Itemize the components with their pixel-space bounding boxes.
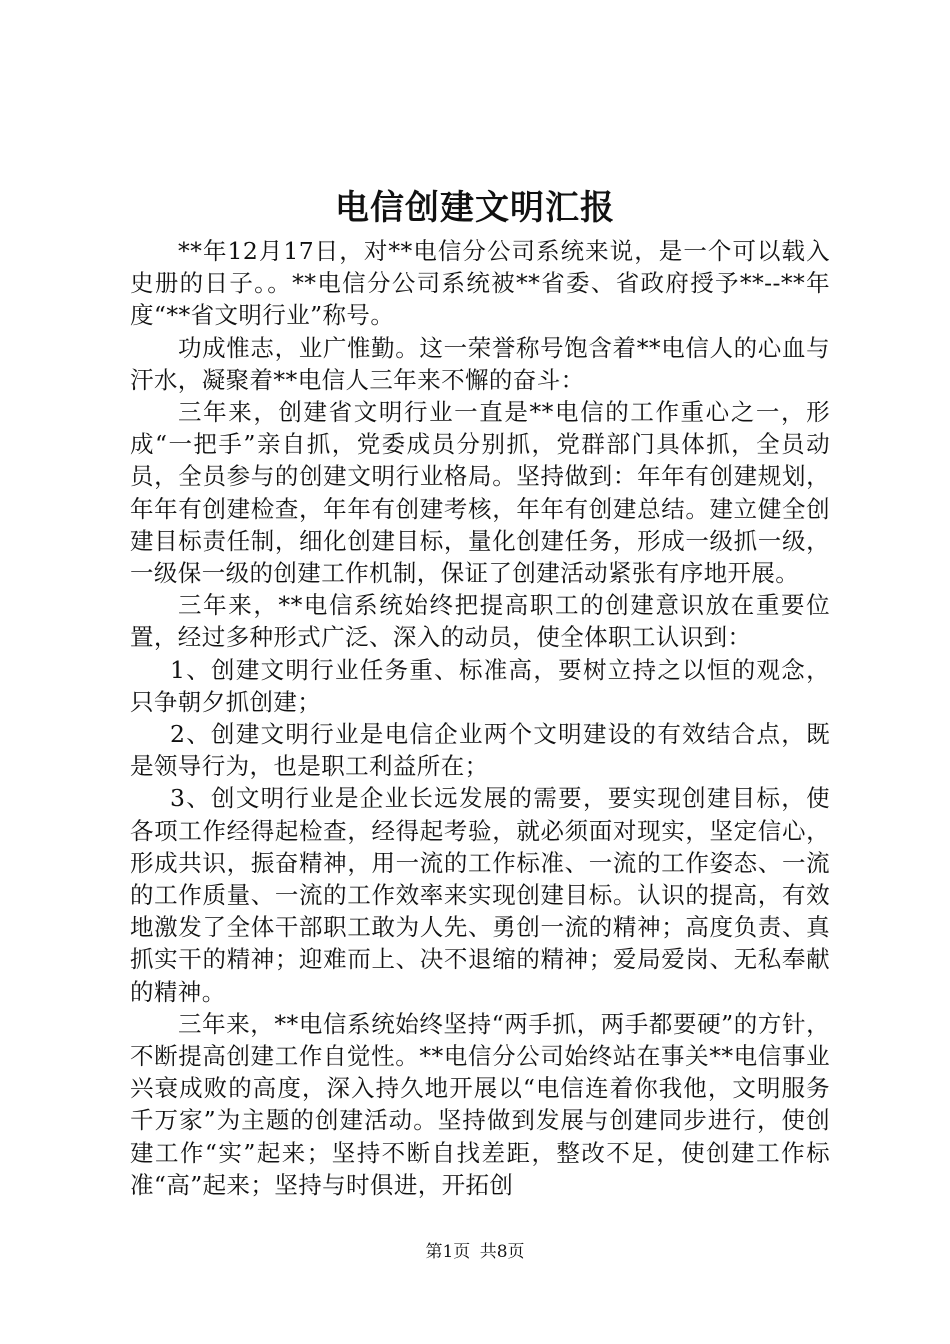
page-total: 共8页 bbox=[479, 1242, 525, 1262]
list-item-2: 2、创建文明行业是电信企业两个文明建设的有效结合点，既是领导行为，也是职工利益所在； bbox=[130, 720, 830, 781]
list-item-1: 1、创建文明行业任务重、标准高，要树立持之以恒的观念，只争朝夕抓创建； bbox=[130, 655, 830, 716]
paragraph-1: **年12月17日，对**电信分公司系统来说，是一个可以载入史册的日子。。**电信分公司系统被**省委、省政府授予**--**年度“**省文明行业”称号。 bbox=[130, 237, 830, 330]
document-title: 电信创建文明汇报 bbox=[335, 188, 615, 228]
paragraph-4: 三年来，**电信系统始终把提高职工的创建意识放在重要位置，经过多种形式广泛、深入的动员，使全体职工认识到： bbox=[130, 591, 830, 652]
paragraph-5: 三年来，**电信系统始终坚持“两手抓，两手都要硬”的方针，不断提高创建工作自觉性。**电信分公司始终站在事关**电信事业兴衰成败的高度，深入持久地开展以“电信连着你我他，文明服务千万家”为主题的创建活动。坚持做到发展与创建同步进行，使创建工作“实”起来；坚持不断自找差距，整改不足，使创建工作标准“高”起来；坚持与时俱进，开拓创 bbox=[130, 1009, 830, 1199]
list-item-3: 3、创文明行业是企业长远发展的需要，要实现创建目标，使各项工作经得起检查，经得起考验，就必须面对现实，坚定信心，形成共识，振奋精神，用一流的工作标准、一流的工作姿态、一流的工作质量、一流的工作效率来实现创建目标。认识的提高，有效地激发了全体干部职工敢为人先、勇创一流的精神；高度负责、真抓实干的精神；迎难而上、决不退缩的精神；爱局爱岗、无私奉献的精神。 bbox=[130, 784, 830, 1006]
paragraph-3: 三年来，创建省文明行业一直是**电信的工作重心之一，形成“一把手”亲自抓，党委成员分别抓，党群部门具体抓，全员动员，全员参与的创建文明行业格局。坚持做到：年年有创建规划，年年有创建检查，年年有创建考核，年年有创建总结。建立健全创建目标责任制，细化创建目标，量化创建任务，形成一级抓一级，一级保一级的创建工作机制，保证了创建活动紧张有序地开展。 bbox=[130, 398, 830, 588]
document-body bbox=[130, 235, 830, 1201]
page-footer bbox=[0, 1240, 950, 1264]
paragraph-2: 功成惟志，业广惟勤。这一荣誉称号饱含着**电信人的心血与汗水，凝聚着**电信人三年来不懈的奋斗： bbox=[130, 333, 830, 394]
page-number: 第1页 bbox=[425, 1242, 471, 1262]
